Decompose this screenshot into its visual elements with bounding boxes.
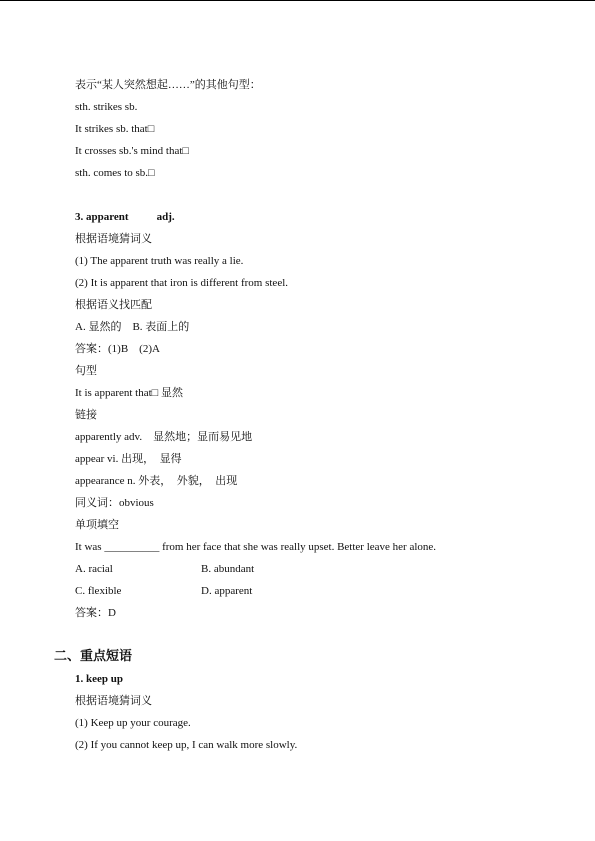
item3-heading: [75, 210, 175, 224]
patterns-intro: 表示“某人突然想起……”的其他句型：: [75, 79, 261, 91]
link-label: 链接: [75, 409, 97, 421]
item3-pos: adj.: [156, 211, 175, 223]
pattern-label: 句型: [75, 365, 97, 377]
keep-up-heading: 1. keep up: [75, 673, 123, 685]
pattern-line-4: sth. comes to sb.□: [75, 167, 155, 179]
match-label: 根据语义找匹配: [75, 299, 152, 311]
mcq-question: It was __________ from her face that she was really upset. Better leave her alone.: [75, 541, 437, 553]
section2-example-2: (2) If you cannot keep up, I can walk more slowly.: [75, 739, 298, 751]
mcq-option-a: A. racial: [75, 563, 113, 575]
guess-label: 根据语境猜词义: [75, 233, 152, 245]
section2-title: 二、重点短语: [54, 649, 133, 664]
example-1: (1) The apparent truth was really a lie.: [75, 255, 244, 267]
section2-example-1: (1) Keep up your courage.: [75, 717, 191, 729]
mcq-option-d: D. apparent: [201, 585, 253, 597]
pattern-line-1: sth. strikes sb.: [75, 101, 138, 113]
link-2: appear vi. 出现， 显得: [75, 453, 182, 465]
synonym: 同义词：obvious: [75, 497, 154, 509]
answer-1: 答案：(1)B (2)A: [75, 343, 160, 355]
pattern-line-2: It strikes sb. that□: [75, 123, 155, 135]
mcq-option-b: B. abundant: [201, 563, 255, 575]
example-2: (2) It is apparent that iron is different from steel.: [75, 277, 289, 289]
link-3: appearance n. 外表， 外貌， 出现: [75, 475, 238, 487]
match-options: A. 显然的 B. 表面上的: [75, 321, 190, 333]
mcq-option-c: C. flexible: [75, 585, 122, 597]
item3-word: 3. apparent: [75, 211, 129, 223]
answer-2: 答案：D: [75, 607, 116, 619]
link-1: apparently adv. 显然地；显而易见地: [75, 431, 253, 443]
section2-guess-label: 根据语境猜词义: [75, 695, 152, 707]
pattern-sentence: It is apparent that□ 显然: [75, 387, 184, 399]
mcq-label: 单项填空: [75, 519, 119, 531]
page-top-border: [0, 0, 595, 1]
pattern-line-3: It crosses sb.'s mind that□: [75, 145, 190, 157]
